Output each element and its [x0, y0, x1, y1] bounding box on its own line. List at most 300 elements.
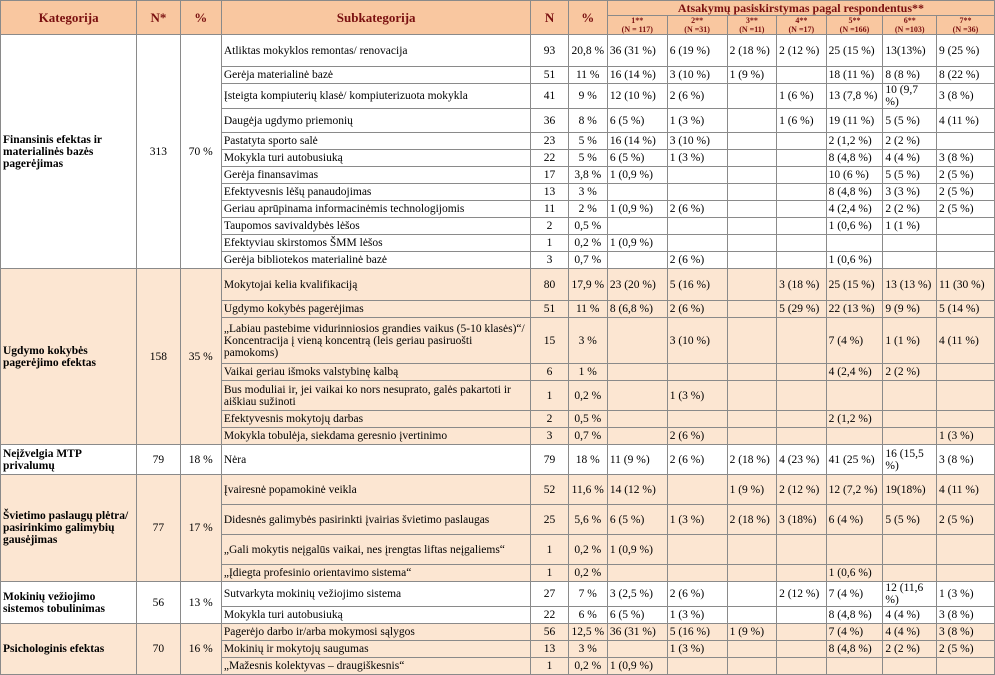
subcategory-cell: Pastatyta sporto salė	[221, 133, 531, 150]
respondent-id: 7**	[959, 16, 972, 25]
respondent-cell-6	[883, 381, 937, 411]
respondent-cell-1: 14 (12 %)	[607, 475, 667, 505]
respondent-cell-7	[937, 565, 995, 582]
respondent-cell-6: 1 (1 %)	[883, 218, 937, 235]
subcategory-cell: Efektyviau skirstomos ŠMM lėšos	[221, 235, 531, 252]
respondent-cell-2: 1 (3 %)	[667, 381, 727, 411]
respondent-header-4	[777, 16, 827, 35]
respondent-cell-6: 5 (5 %)	[883, 505, 937, 535]
respondent-cell-7: 2 (5 %)	[937, 167, 995, 184]
respondent-cell-4	[777, 67, 827, 84]
subcategory-cell: Geriau aprūpinama informacinėmis technologijomis	[221, 201, 531, 218]
respondent-cell-3	[727, 218, 777, 235]
subcategory-n-cell: 80	[531, 269, 568, 301]
respondent-cell-4	[777, 150, 827, 167]
respondent-cell-5: 25 (15 %)	[826, 35, 883, 67]
respondent-cell-6: 13 (13 %)	[883, 269, 937, 301]
respondent-cell-2: 3 (10 %)	[667, 67, 727, 84]
respondent-cell-5: 2 (1,2 %)	[826, 411, 883, 428]
respondent-header-1	[607, 16, 667, 35]
subcategory-cell: Mokykla tobulėja, siekdama geresnio įvertinimo	[221, 428, 531, 445]
subcategory-percent-cell: 11 %	[568, 301, 607, 318]
subcategory-cell: Mokytojai kelia kvalifikaciją	[221, 269, 531, 301]
subcategory-n-cell: 27	[531, 582, 568, 607]
respondent-cell-3: 2 (18 %)	[727, 35, 777, 67]
respondent-cell-3: 2 (18 %)	[727, 445, 777, 475]
subcategory-cell: Mokykla turi autobusiuką	[221, 607, 531, 624]
respondent-cell-7: 1 (3 %)	[937, 428, 995, 445]
respondent-cell-6: 4 (4 %)	[883, 624, 937, 641]
subcategory-n-cell: 56	[531, 624, 568, 641]
subcategory-cell: Atliktas mokyklos remontas/ renovacija	[221, 35, 531, 67]
respondent-cell-2: 1 (3 %)	[667, 641, 727, 658]
subcategory-n-cell: 1	[531, 565, 568, 582]
respondent-cell-2	[667, 535, 727, 565]
respondent-cell-3	[727, 269, 777, 301]
respondent-cell-4	[777, 167, 827, 184]
respondent-cell-5: 12 (7,2 %)	[826, 475, 883, 505]
respondent-cell-6: 2 (2 %)	[883, 641, 937, 658]
respondent-cell-2: 2 (6 %)	[667, 84, 727, 109]
respondent-cell-1: 36 (31 %)	[607, 624, 667, 641]
header-n-star: N*	[137, 1, 180, 35]
category-percent-cell: 16 %	[180, 624, 221, 675]
respondent-header-3	[727, 16, 777, 35]
subcategory-percent-cell: 6 %	[568, 607, 607, 624]
respondent-cell-6: 13(13%)	[883, 35, 937, 67]
subcategory-cell: Taupomos savivaldybės lėšos	[221, 218, 531, 235]
respondent-cell-2: 1 (3 %)	[667, 150, 727, 167]
respondent-cell-2: 1 (3 %)	[667, 109, 727, 133]
respondent-cell-2: 2 (6 %)	[667, 445, 727, 475]
table-row	[1, 445, 995, 475]
respondent-cell-7: 2 (5 %)	[937, 641, 995, 658]
respondent-cell-1: 1 (0,9 %)	[607, 235, 667, 252]
respondent-cell-3	[727, 658, 777, 675]
respondent-cell-3	[727, 641, 777, 658]
respondent-cell-5: 41 (25 %)	[826, 445, 883, 475]
respondent-cell-1	[607, 565, 667, 582]
category-percent-cell: 35 %	[180, 269, 221, 445]
respondent-header-7	[937, 16, 995, 35]
respondent-cell-1: 16 (14 %)	[607, 67, 667, 84]
subcategory-cell: Efektyvesnis mokytojų darbas	[221, 411, 531, 428]
respondent-cell-4	[777, 641, 827, 658]
respondent-cell-6: 9 (9 %)	[883, 301, 937, 318]
subcategory-percent-cell: 5 %	[568, 133, 607, 150]
subcategory-cell: Įsteigta kompiuterių klasė/ kompiuterizuota mokykla	[221, 84, 531, 109]
respondent-cell-6: 2 (2 %)	[883, 133, 937, 150]
subcategory-percent-cell: 3 %	[568, 641, 607, 658]
respondent-cell-4	[777, 364, 827, 381]
subcategory-n-cell: 11	[531, 201, 568, 218]
respondent-cell-6: 19(18%)	[883, 475, 937, 505]
respondent-cell-7	[937, 411, 995, 428]
subcategory-percent-cell: 3,8 %	[568, 167, 607, 184]
respondent-cell-1: 23 (20 %)	[607, 269, 667, 301]
respondent-cell-4	[777, 381, 827, 411]
subcategory-percent-cell: 0,2 %	[568, 535, 607, 565]
respondent-cell-6: 4 (4 %)	[883, 607, 937, 624]
subcategory-cell: Gerėja finansavimas	[221, 167, 531, 184]
subcategory-percent-cell: 5 %	[568, 150, 607, 167]
respondent-id: 1**	[631, 16, 644, 25]
subcategory-percent-cell: 17,9 %	[568, 269, 607, 301]
subcategory-cell: Gerėja bibliotekos materialinė bazė	[221, 252, 531, 269]
subcategory-n-cell: 41	[531, 84, 568, 109]
respondent-cell-6	[883, 658, 937, 675]
subcategory-cell: Vaikai geriau išmoks valstybinę kalbą	[221, 364, 531, 381]
respondent-cell-5	[826, 235, 883, 252]
subcategory-n-cell: 1	[531, 235, 568, 252]
respondent-cell-1: 1 (0,9 %)	[607, 658, 667, 675]
subcategory-cell: Mokinių ir mokytojų saugumas	[221, 641, 531, 658]
subcategory-cell: Daugėja ugdymo priemonių	[221, 109, 531, 133]
respondent-cell-5: 4 (2,4 %)	[826, 364, 883, 381]
respondent-cell-3	[727, 301, 777, 318]
respondent-cell-5: 1 (0,6 %)	[826, 218, 883, 235]
respondent-cell-3	[727, 167, 777, 184]
respondent-cell-2	[667, 167, 727, 184]
subcategory-percent-cell: 0,2 %	[568, 565, 607, 582]
subcategory-n-cell: 52	[531, 475, 568, 505]
respondent-cell-1	[607, 184, 667, 201]
respondent-cell-1	[607, 218, 667, 235]
respondent-cell-4	[777, 535, 827, 565]
respondent-cell-2: 2 (6 %)	[667, 301, 727, 318]
subcategory-cell: Bus moduliai ir, jei vaikai ko nors nesuprato, galės pakartoti ir aiškiau sužinoti	[221, 381, 531, 411]
table-row	[1, 624, 995, 641]
respondent-cell-7	[937, 535, 995, 565]
subcategory-n-cell: 22	[531, 607, 568, 624]
subcategory-n-cell: 2	[531, 218, 568, 235]
subcategory-n-cell: 15	[531, 318, 568, 364]
respondent-cell-2	[667, 658, 727, 675]
respondent-cell-6: 16 (15,5 %)	[883, 445, 937, 475]
subcategory-cell: Sutvarkyta mokinių vežiojimo sistema	[221, 582, 531, 607]
respondent-cell-4	[777, 428, 827, 445]
subcategory-percent-cell: 11,6 %	[568, 475, 607, 505]
respondent-cell-5: 1 (0,6 %)	[826, 565, 883, 582]
subcategory-n-cell: 1	[531, 535, 568, 565]
subcategory-n-cell: 23	[531, 133, 568, 150]
subcategory-cell: „Gali mokytis neįgalūs vaikai, nes įrengtas liftas neįgaliems“	[221, 535, 531, 565]
category-n-cell: 313	[137, 35, 180, 269]
category-percent-cell: 13 %	[180, 582, 221, 624]
respondent-n: (N =103)	[894, 25, 925, 34]
respondent-cell-5: 8 (4,8 %)	[826, 150, 883, 167]
respondent-cell-3	[727, 607, 777, 624]
subcategory-cell: Mokykla turi autobusiuką	[221, 150, 531, 167]
respondent-cell-3	[727, 535, 777, 565]
respondent-cell-2: 5 (16 %)	[667, 269, 727, 301]
category-percent-cell: 18 %	[180, 445, 221, 475]
respondent-cell-7: 2 (5 %)	[937, 505, 995, 535]
subcategory-percent-cell: 0,5 %	[568, 218, 607, 235]
respondent-cell-1	[607, 428, 667, 445]
respondent-cell-5	[826, 658, 883, 675]
category-percent-cell: 70 %	[180, 35, 221, 269]
respondent-cell-5	[826, 535, 883, 565]
respondent-n: (N =166)	[839, 25, 870, 34]
subcategory-percent-cell: 0,2 %	[568, 658, 607, 675]
respondent-cell-4	[777, 565, 827, 582]
respondent-cell-4	[777, 252, 827, 269]
respondent-cell-3	[727, 364, 777, 381]
subcategory-n-cell: 93	[531, 35, 568, 67]
subcategory-percent-cell: 0,7 %	[568, 252, 607, 269]
respondent-cell-6: 5 (5 %)	[883, 167, 937, 184]
respondent-cell-1: 36 (31 %)	[607, 35, 667, 67]
respondent-cell-6: 2 (2 %)	[883, 201, 937, 218]
respondent-cell-6	[883, 411, 937, 428]
table-header	[1, 1, 995, 35]
subcategory-cell: „Mažesnis kolektyvas – draugiškesnis“	[221, 658, 531, 675]
respondent-cell-6	[883, 428, 937, 445]
category-cell: Ugdymo kokybės pagerėjimo efektas	[1, 269, 137, 445]
respondent-cell-1: 8 (6,8 %)	[607, 301, 667, 318]
respondent-cell-3	[727, 428, 777, 445]
category-n-cell: 77	[137, 475, 180, 582]
table-row	[1, 269, 995, 301]
subcategory-percent-cell: 2 %	[568, 201, 607, 218]
subcategory-cell: „Įdiegta profesinio orientavimo sistema“	[221, 565, 531, 582]
respondent-cell-1: 1 (0,9 %)	[607, 201, 667, 218]
respondent-cell-6: 1 (1 %)	[883, 318, 937, 364]
respondent-cell-6: 2 (2 %)	[883, 364, 937, 381]
respondent-cell-2: 2 (6 %)	[667, 582, 727, 607]
respondent-cell-4: 2 (12 %)	[777, 475, 827, 505]
subcategory-percent-cell: 0,7 %	[568, 428, 607, 445]
respondent-cell-1	[607, 318, 667, 364]
category-n-cell: 158	[137, 269, 180, 445]
respondent-id: 2**	[691, 16, 704, 25]
respondent-cell-1: 6 (5 %)	[607, 150, 667, 167]
respondent-cell-6	[883, 565, 937, 582]
subcategory-percent-cell: 1 %	[568, 364, 607, 381]
respondent-cell-2: 1 (3 %)	[667, 505, 727, 535]
respondent-cell-3	[727, 252, 777, 269]
respondent-id: 6**	[903, 16, 916, 25]
subcategory-n-cell: 13	[531, 184, 568, 201]
respondent-cell-2: 2 (6 %)	[667, 201, 727, 218]
respondent-cell-5: 6 (4 %)	[826, 505, 883, 535]
respondent-cell-3	[727, 235, 777, 252]
subcategory-percent-cell: 0,2 %	[568, 381, 607, 411]
subcategory-n-cell: 13	[531, 641, 568, 658]
respondent-cell-2: 6 (19 %)	[667, 35, 727, 67]
respondent-cell-4: 3 (18%)	[777, 505, 827, 535]
respondent-cell-1: 3 (2,5 %)	[607, 582, 667, 607]
respondent-cell-7: 3 (8 %)	[937, 607, 995, 624]
respondent-cell-7: 3 (8 %)	[937, 150, 995, 167]
header-n: N	[531, 1, 568, 35]
respondent-cell-3	[727, 201, 777, 218]
respondent-cell-7: 9 (25 %)	[937, 35, 995, 67]
respondent-n: (N =17)	[788, 25, 815, 34]
subcategory-percent-cell: 12,5 %	[568, 624, 607, 641]
respondent-cell-1: 6 (5 %)	[607, 505, 667, 535]
respondent-cell-4	[777, 235, 827, 252]
respondent-cell-5: 8 (4,8 %)	[826, 641, 883, 658]
respondent-cell-1	[607, 364, 667, 381]
header-subcategory: Subkategorija	[221, 1, 531, 35]
respondent-cell-4	[777, 318, 827, 364]
subcategory-n-cell: 6	[531, 364, 568, 381]
subcategory-n-cell: 2	[531, 411, 568, 428]
respondent-cell-3: 2 (18 %)	[727, 505, 777, 535]
respondent-cell-5: 13 (7,8 %)	[826, 84, 883, 109]
table-row	[1, 475, 995, 505]
respondent-cell-5: 22 (13 %)	[826, 301, 883, 318]
respondent-cell-7: 3 (8 %)	[937, 624, 995, 641]
respondent-cell-6: 10 (9,7 %)	[883, 84, 937, 109]
subcategory-n-cell: 36	[531, 109, 568, 133]
respondent-cell-7	[937, 381, 995, 411]
respondent-cell-1: 16 (14 %)	[607, 133, 667, 150]
respondent-cell-5	[826, 381, 883, 411]
respondent-cell-1: 11 (9 %)	[607, 445, 667, 475]
respondent-cell-1: 1 (0,9 %)	[607, 167, 667, 184]
subcategory-n-cell: 3	[531, 252, 568, 269]
respondent-cell-7: 8 (22 %)	[937, 67, 995, 84]
respondent-header-5	[826, 16, 883, 35]
respondent-cell-3: 1 (9 %)	[727, 624, 777, 641]
respondent-cell-4	[777, 411, 827, 428]
respondent-cell-1: 1 (0,9 %)	[607, 535, 667, 565]
respondent-cell-7	[937, 364, 995, 381]
respondent-cell-4	[777, 658, 827, 675]
header-percent-2: %	[568, 1, 607, 35]
category-n-cell: 79	[137, 445, 180, 475]
respondent-id: 5**	[848, 16, 861, 25]
respondent-cell-5: 8 (4,8 %)	[826, 607, 883, 624]
respondent-cell-1	[607, 252, 667, 269]
respondent-cell-4: 5 (29 %)	[777, 301, 827, 318]
respondent-cell-2: 5 (16 %)	[667, 624, 727, 641]
respondent-cell-7: 3 (8 %)	[937, 445, 995, 475]
subcategory-n-cell: 51	[531, 67, 568, 84]
respondent-cell-7: 4 (11 %)	[937, 318, 995, 364]
respondent-cell-4: 3 (18 %)	[777, 269, 827, 301]
respondent-cell-4	[777, 218, 827, 235]
respondent-cell-1	[607, 411, 667, 428]
subcategory-percent-cell: 3 %	[568, 318, 607, 364]
respondent-header-2	[667, 16, 727, 35]
subcategory-cell: „Labiau pastebime vidurinniosios grandies vaikus (5-10 klasės)“/ Koncentracija į vieną koncentrą (leis geriau pasiruošti pamokoms)	[221, 318, 531, 364]
respondent-cell-4: 1 (6 %)	[777, 84, 827, 109]
subcategory-cell: Ugdymo kokybės pagerėjimas	[221, 301, 531, 318]
respondent-cell-3: 1 (9 %)	[727, 475, 777, 505]
subcategory-n-cell: 22	[531, 150, 568, 167]
respondent-id: 4**	[795, 16, 808, 25]
respondent-cell-2	[667, 235, 727, 252]
respondent-cell-2	[667, 184, 727, 201]
subcategory-percent-cell: 9 %	[568, 84, 607, 109]
respondent-cell-5: 1 (0,6 %)	[826, 252, 883, 269]
subcategory-percent-cell: 8 %	[568, 109, 607, 133]
respondent-cell-7	[937, 218, 995, 235]
subcategory-n-cell: 17	[531, 167, 568, 184]
respondent-cell-5: 4 (2,4 %)	[826, 201, 883, 218]
respondent-cell-3	[727, 184, 777, 201]
respondent-cell-6	[883, 235, 937, 252]
subcategory-n-cell: 25	[531, 505, 568, 535]
respondent-cell-5: 19 (11 %)	[826, 109, 883, 133]
subcategory-n-cell: 1	[531, 658, 568, 675]
respondent-cell-3	[727, 381, 777, 411]
respondent-cell-4	[777, 624, 827, 641]
respondent-cell-1	[607, 381, 667, 411]
respondent-cell-2: 1 (3 %)	[667, 607, 727, 624]
respondent-cell-7: 2 (5 %)	[937, 184, 995, 201]
respondent-cell-3	[727, 582, 777, 607]
subcategory-cell: Didesnės galimybės pasirinkti įvairias švietimo paslaugas	[221, 505, 531, 535]
header-percent: %	[180, 1, 221, 35]
respondent-cell-2: 3 (10 %)	[667, 318, 727, 364]
subcategory-percent-cell: 18 %	[568, 445, 607, 475]
respondent-cell-4: 2 (12 %)	[777, 582, 827, 607]
subcategory-cell: Pagerėjo darbo ir/arba mokymosi sąlygos	[221, 624, 531, 641]
respondent-cell-3	[727, 318, 777, 364]
respondent-cell-4: 2 (12 %)	[777, 35, 827, 67]
category-n-cell: 56	[137, 582, 180, 624]
respondent-cell-6: 8 (8 %)	[883, 67, 937, 84]
respondent-cell-3	[727, 84, 777, 109]
respondent-cell-1	[607, 641, 667, 658]
respondent-cell-2: 2 (6 %)	[667, 252, 727, 269]
respondent-cell-2	[667, 364, 727, 381]
category-cell: Psichologinis efektas	[1, 624, 137, 675]
respondent-cell-2	[667, 218, 727, 235]
subcategory-cell: Įvairesnė popamokinė veikla	[221, 475, 531, 505]
respondent-cell-6: 3 (3 %)	[883, 184, 937, 201]
subcategory-n-cell: 51	[531, 301, 568, 318]
respondent-cell-7	[937, 252, 995, 269]
respondent-cell-5: 2 (1,2 %)	[826, 133, 883, 150]
category-cell: Mokinių vežiojimo sistemos tobulinimas	[1, 582, 137, 624]
subcategory-percent-cell: 5,6 %	[568, 505, 607, 535]
respondent-n: (N =11)	[739, 25, 765, 34]
subcategory-n-cell: 1	[531, 381, 568, 411]
respondent-cell-7: 4 (11 %)	[937, 109, 995, 133]
subcategory-percent-cell: 3 %	[568, 184, 607, 201]
subcategory-n-cell: 3	[531, 428, 568, 445]
respondent-cell-3	[727, 565, 777, 582]
respondent-n: (N =36)	[952, 25, 979, 34]
subcategory-cell: Efektyvesnis lėšų panaudojimas	[221, 184, 531, 201]
respondent-cell-6: 5 (5 %)	[883, 109, 937, 133]
respondent-header-6	[883, 16, 937, 35]
respondent-cell-7	[937, 133, 995, 150]
respondent-cell-6: 4 (4 %)	[883, 150, 937, 167]
respondent-cell-3	[727, 150, 777, 167]
header-category: Kategorija	[1, 1, 137, 35]
respondent-cell-4	[777, 133, 827, 150]
table-body	[1, 35, 995, 675]
respondent-cell-2	[667, 475, 727, 505]
respondent-cell-2: 3 (10 %)	[667, 133, 727, 150]
header-distribution-title: Atsakymų pasiskirstymas pagal respondentus**	[607, 1, 994, 16]
respondent-cell-4	[777, 184, 827, 201]
category-cell: Neįžvelgia MTP privalumų	[1, 445, 137, 475]
respondent-cell-7: 1 (3 %)	[937, 582, 995, 607]
respondent-cell-1: 6 (5 %)	[607, 109, 667, 133]
respondent-cell-2	[667, 565, 727, 582]
respondent-cell-3	[727, 133, 777, 150]
respondent-cell-5: 7 (4 %)	[826, 624, 883, 641]
category-cell: Finansinis efektas ir materialinės bazės pagerėjimas	[1, 35, 137, 269]
